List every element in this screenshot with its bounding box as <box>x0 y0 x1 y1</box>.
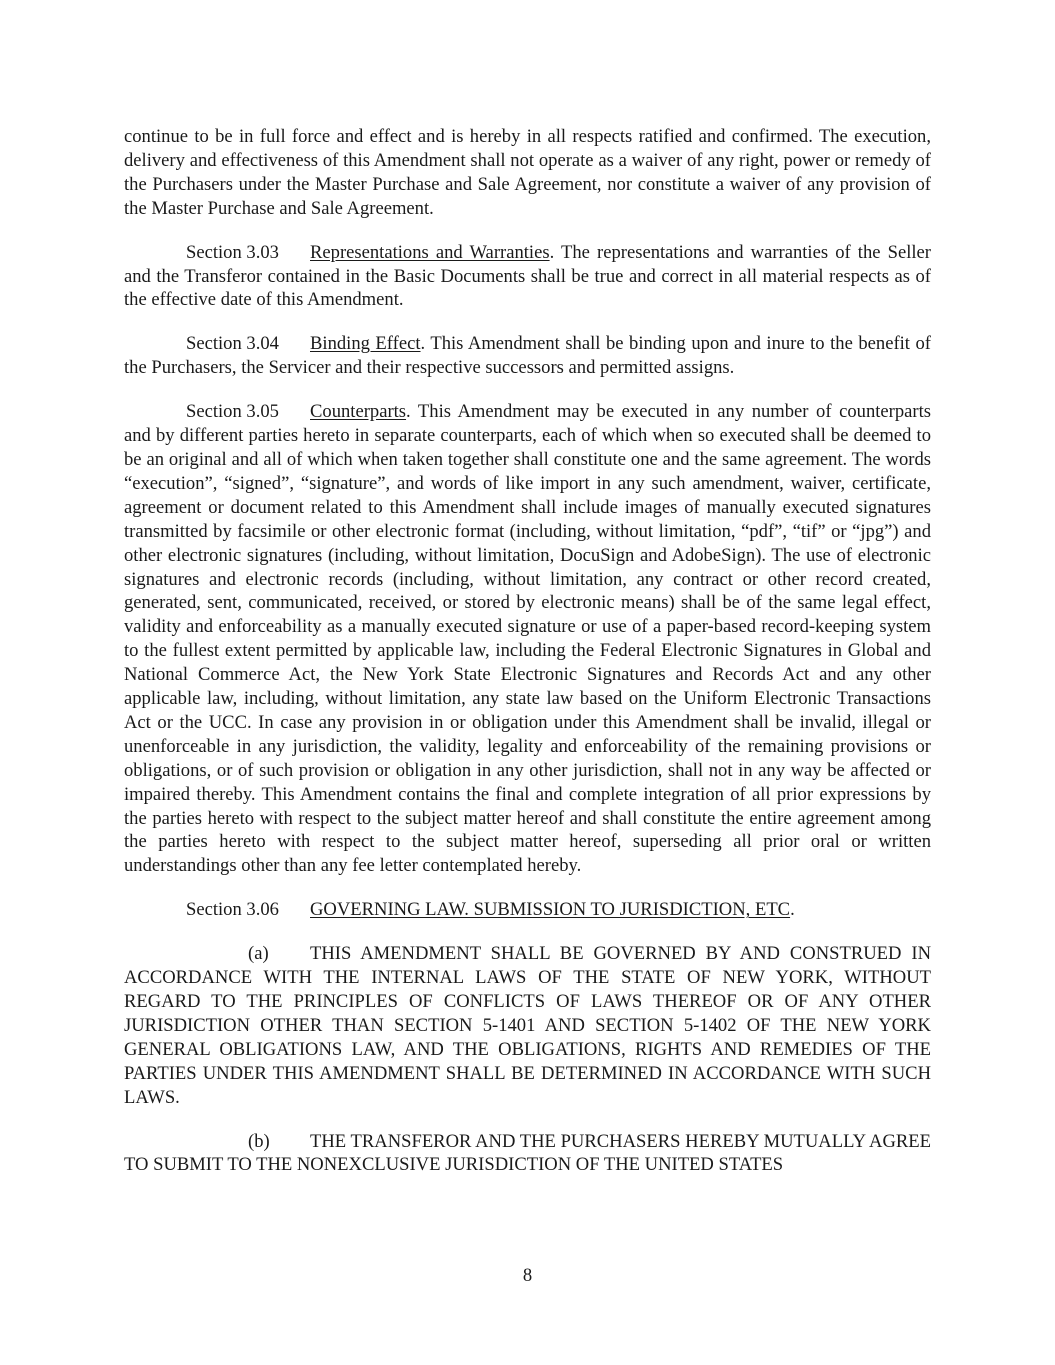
section-heading: Binding Effect <box>310 333 421 355</box>
section-body: . This Amendment may be executed in any number of counterparts and by different parties hereto in separate counterparts, each of which when so executed shall be deemed to be an original and all of which when taken together shall constitute one and the same agreement. The words “execution”, “signed”, “signature”, and words of like import in any such amendment, waiver, certificate, agreement or document related to this Amendment shall include images of manually executed signatures transmitted by facsimile or other electronic format (including, without limitation, “pdf”, “tif” or “jpg”) and other electronic signatures (including, without limitation, DocuSign and AdobeSign). The use of electronic signatures and electronic records (including, without limitation, any contract or other record created, generated, sent, communicated, received, or stored by electronic means) shall be of the same legal effect, validity and enforceability as a manually executed signature or use of a paper-based record-keeping system to the fullest extent permitted by applicable law, including the Federal Electronic Signatures in Global and National Commerce Act, the New York State Electronic Signatures and Records Act and any other applicable law, including, without limitation, any state law based on the Uniform Electronic Transactions Act or the UCC. In case any provision in or obligation under this Amendment shall be invalid, illegal or unenforceable in any jurisdiction, the validity, legality and enforceability of the remaining provisions or obligations, or of such provision or obligation in any other jurisdiction, shall not in any way be affected or impaired thereby. This Amendment contains the final and complete integration of all prior expressions by the parties hereto with respect to the subject matter hereof and shall constitute the entire agreement among the parties hereto with respect to the subject matter hereof, superseding all prior oral or written understandings other than any fee letter contemplated hereby. <box>124 401 931 877</box>
section-3-03 <box>124 241 931 313</box>
section-3-04 <box>124 332 931 380</box>
subsection-b <box>124 1130 931 1178</box>
intro-paragraph: continue to be in full force and effect and is hereby in all respects ratified and confirmed. The execution, delivery and effectiveness of this Amendment shall not operate as a waiver of any right, power or remedy of the Purchasers under the Master Purchase and Sale Agreement, nor constitute a waiver of any provision of the Master Purchase and Sale Agreement. <box>124 126 931 219</box>
section-number: Section 3.03 <box>186 241 279 263</box>
page-number: 8 <box>522 1265 533 1286</box>
section-body: . This Amendment shall be binding upon and inure to the benefit of the Purchasers, the Servicer and their respective successors and permitted assigns. <box>124 333 931 379</box>
document-page <box>124 125 931 1177</box>
section-body: . The representations and warranties of the Seller and the Transferor contained in the Basic Documents shall be true and correct in all material respects as of the effective date of this Amendment. <box>124 241 932 311</box>
section-number: Section 3.05 <box>186 401 279 423</box>
subsection-label: (a) <box>248 943 269 965</box>
section-body: . <box>790 899 795 921</box>
section-heading: GOVERNING LAW. SUBMISSION TO JURISDICTION, ETC <box>310 899 791 921</box>
subsection-a <box>124 942 931 1109</box>
subsection-label: (b) <box>248 1130 270 1152</box>
section-heading: Representations and Warranties <box>310 241 550 263</box>
section-number: Section 3.06 <box>186 899 279 921</box>
section-heading: Counterparts <box>310 401 407 423</box>
section-3-06 <box>124 898 931 922</box>
subsection-text: THIS AMENDMENT SHALL BE GOVERNED BY AND CONSTRUED IN ACCORDANCE WITH THE INTERNAL LAWS OF THE STATE OF NEW YORK, WITHOUT REGARD TO THE PRINCIPLES OF CONFLICTS OF LAWS THEREOF OR OF ANY OTHER JURISDICTION OTHER THAN SECTION 5-1401 AND SECTION 5-1402 OF THE NEW YORK GENERAL OBLIGATIONS LAW, AND THE OBLIGATIONS, RIGHTS AND REMEDIES OF THE PARTIES UNDER THIS AMENDMENT SHALL BE DETERMINED IN ACCORDANCE WITH SUCH LAWS. <box>124 943 931 1108</box>
section-3-05 <box>124 400 931 878</box>
section-number: Section 3.04 <box>186 333 279 355</box>
subsection-text: THE TRANSFEROR AND THE PURCHASERS HEREBY MUTUALLY AGREE TO SUBMIT TO THE NONEXCLUSIVE JURISDICTION OF THE UNITED STATES <box>124 1130 931 1176</box>
